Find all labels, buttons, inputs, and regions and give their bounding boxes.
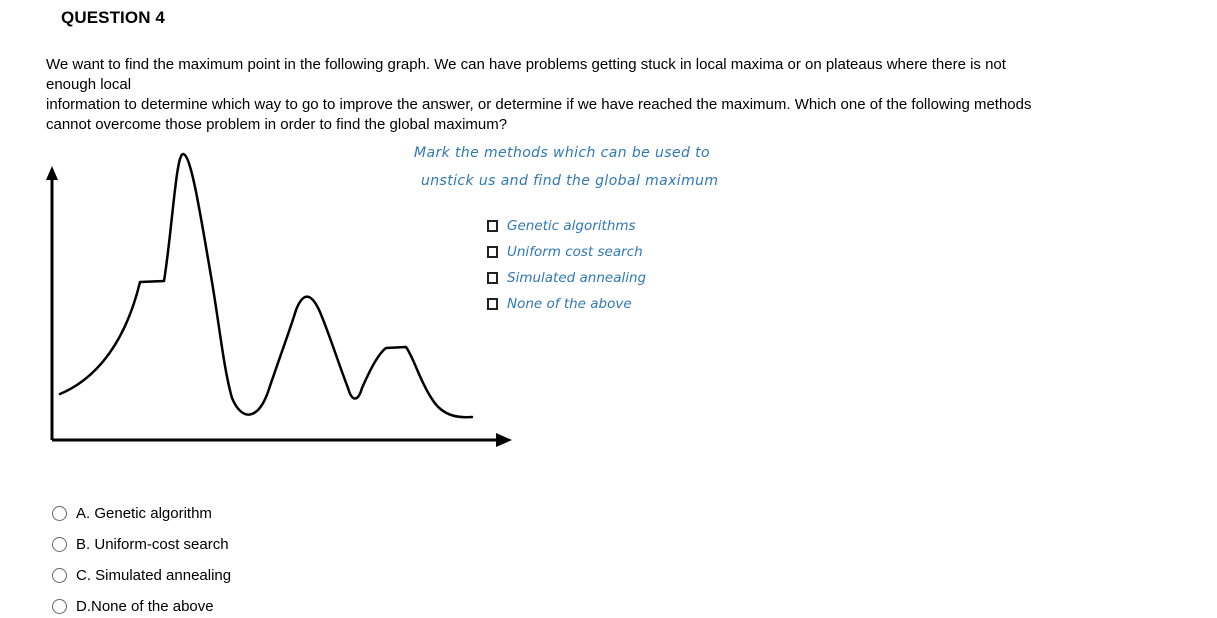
question-line: cannot overcome those problem in order to find the global maximum? xyxy=(46,116,508,133)
answer-letter: A. xyxy=(76,505,91,522)
radio-button[interactable] xyxy=(52,506,67,521)
answer-text: Simulated annealing xyxy=(95,567,232,584)
x-axis-arrowhead xyxy=(496,433,512,447)
answer-letter: D. xyxy=(76,598,91,615)
checkbox-icon xyxy=(487,220,498,232)
figure-note-line-1: Mark the methods which can be used to xyxy=(414,145,710,161)
figure-checklist-item xyxy=(487,265,646,291)
figure-checklist-item xyxy=(487,291,646,317)
figure-checklist-label: Genetic algorithms xyxy=(507,218,636,234)
landscape-curve xyxy=(60,154,472,417)
question-line: We want to find the maximum point in the following graph. We can have problems getting stuck in local maxima or on plateaus where there is not xyxy=(46,56,1006,73)
checkbox-icon xyxy=(487,246,498,258)
answer-option-b[interactable] xyxy=(52,529,231,560)
answer-option-d[interactable] xyxy=(52,591,231,618)
radio-button[interactable] xyxy=(52,599,67,614)
radio-button[interactable] xyxy=(52,568,67,583)
answer-option-a[interactable] xyxy=(52,498,231,529)
checkbox-icon xyxy=(487,272,498,284)
question-line: information to determine which way to go to improve the answer, or determine if we have reached the maximum. Which one of the following methods xyxy=(46,96,1032,113)
figure-checklist-label: Uniform cost search xyxy=(507,244,643,260)
figure-checklist-item xyxy=(487,213,646,239)
figure-checklist-label: None of the above xyxy=(507,296,632,312)
y-axis-arrowhead xyxy=(46,166,58,180)
figure-note-line-2: unstick us and find the global maximum xyxy=(421,173,719,189)
answer-options xyxy=(52,498,231,618)
question-figure xyxy=(40,140,730,460)
radio-button[interactable] xyxy=(52,537,67,552)
figure-checklist xyxy=(487,213,646,317)
answer-text: Uniform-cost search xyxy=(94,536,229,553)
answer-letter: B. xyxy=(76,536,91,553)
figure-checklist-item xyxy=(487,239,646,265)
answer-text: Genetic algorithm xyxy=(94,505,212,522)
checkbox-icon xyxy=(487,298,498,310)
figure-checklist-label: Simulated annealing xyxy=(507,270,647,286)
question-line: enough local xyxy=(46,76,132,93)
question-text xyxy=(46,55,1166,135)
answer-text: None of the above xyxy=(91,598,214,615)
answer-letter: C. xyxy=(76,567,91,584)
question-title: QUESTION 4 xyxy=(61,8,165,27)
answer-option-c[interactable] xyxy=(52,560,231,591)
